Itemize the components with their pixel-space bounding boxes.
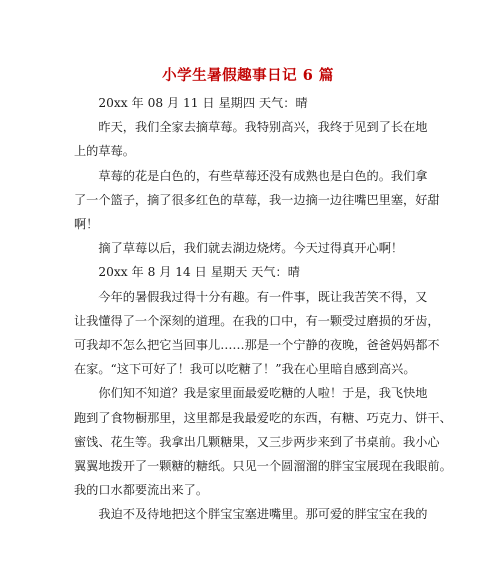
paragraph-line: 我迫不及待地把这个胖宝宝塞进嘴里。那可爱的胖宝宝在我的 bbox=[98, 507, 428, 522]
paragraph-line: 在家。“这下可好了！我可以吃糖了！”我在心里暗自感到高兴。 bbox=[74, 362, 416, 377]
paragraph bbox=[74, 91, 434, 115]
paragraph-line: 昨天，我们全家去摘草莓。我特别高兴，我终于见到了长在地 bbox=[98, 120, 428, 135]
paragraph-line: 草莓的花是白色的，有些草莓还没有成熟也是白色的。我们拿 bbox=[98, 168, 428, 183]
document-body bbox=[74, 91, 452, 527]
document-title: 小学生暑假趣事日记 6 篇 bbox=[162, 67, 334, 84]
paragraph-line: 啊！ bbox=[74, 217, 99, 232]
paragraph-line: 摘了草莓以后，我们就去湖边烧烤。今天过得真开心啊！ bbox=[98, 241, 404, 256]
paragraph-line: 我的口水都要流出来了。 bbox=[74, 483, 209, 498]
paragraph-line: 蜜饯、花生等。我拿出几颗糖果，又三步两步来到了书桌前。我小心 bbox=[74, 434, 440, 449]
paragraph-line: 20xx 年 8 月 14 日 星期天 天气：晴 bbox=[98, 265, 300, 280]
paragraph bbox=[74, 236, 434, 260]
paragraph-line: 翼翼地拨开了一颗糖的糖纸。只见一个圆溜溜的胖宝宝展现在我眼前。 bbox=[74, 459, 452, 474]
paragraph bbox=[74, 115, 434, 163]
paragraph-line: 今年的暑假我过得十分有趣。有一件事，既让我苦笑不得，又 bbox=[98, 289, 428, 304]
paragraph-line: 可我却不怎么把它当回事儿……那是一个宁静的夜晚，爸爸妈妈都不 bbox=[74, 338, 440, 353]
paragraph-line: 让我懂得了一个深刻的道理。在我的口中，有一颗受过磨损的牙齿， bbox=[74, 313, 440, 328]
paragraph-line: 了一个篮子，摘了很多红色的草莓，我一边摘一边往嘴巴里塞，好甜 bbox=[74, 192, 440, 207]
paragraph bbox=[74, 164, 440, 237]
paragraph-line: 上的草莓。 bbox=[74, 144, 135, 159]
paragraph bbox=[74, 502, 434, 526]
paragraph-line: 20xx 年 08 月 11 日 星期四 天气：晴 bbox=[98, 96, 308, 110]
paragraph bbox=[74, 260, 434, 284]
paragraph bbox=[74, 381, 452, 502]
paragraph-line: 你们知不知道？我是家里面最爱吃糖的人啦！于是，我飞快地 bbox=[98, 386, 428, 401]
paragraph-line: 跑到了食物橱那里，这里都是我最爱吃的东西，有糖、巧克力、饼干、 bbox=[74, 410, 452, 425]
paragraph bbox=[74, 285, 440, 382]
